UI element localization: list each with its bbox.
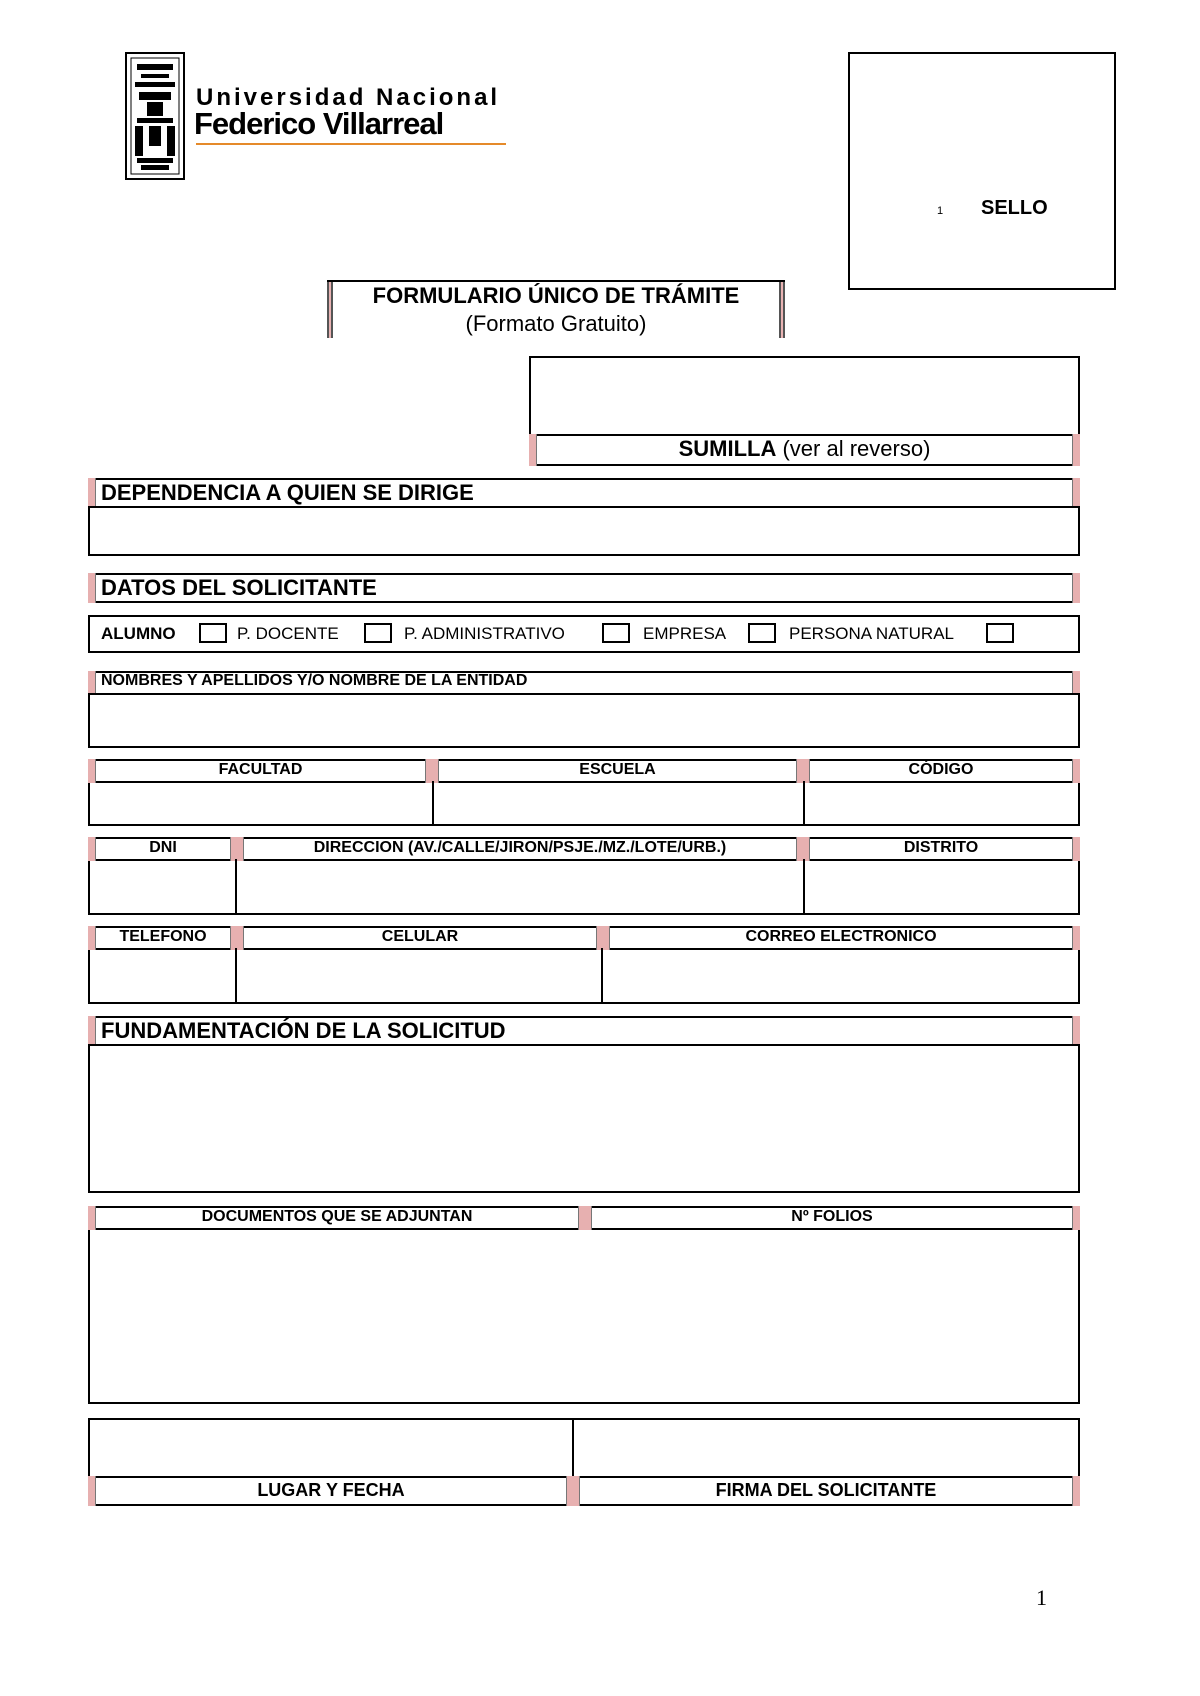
contacto-divider-1 <box>235 948 237 1004</box>
lugar-fecha-label: LUGAR Y FECHA <box>257 1480 405 1500</box>
folios-label: Nº FOLIOS <box>791 1208 873 1225</box>
logo-underline <box>196 143 506 145</box>
escuela-field[interactable] <box>434 783 802 824</box>
contacto-divider-2 <box>601 948 603 1004</box>
university-emblem-logo <box>125 52 185 180</box>
form-title: FORMULARIO ÚNICO DE TRÁMITE <box>372 283 740 308</box>
nombres-label: NOMBRES Y APELLIDOS Y/O NOMBRE DE LA ENTIDAD <box>101 672 528 689</box>
correo-label: CORREO ELECTRONICO <box>745 928 937 945</box>
domicilio-divider-1 <box>235 859 237 915</box>
form-subtitle: (Formato Gratuito) <box>465 311 647 336</box>
type-persona-natural-checkbox[interactable] <box>986 623 1014 643</box>
solicitante-label: DATOS DEL SOLICITANTE <box>101 575 377 600</box>
firma-solicitante-label: FIRMA DEL SOLICITANTE <box>715 1480 937 1500</box>
dependencia-label: DEPENDENCIA A QUIEN SE DIRIGE <box>101 480 474 505</box>
type-empresa-checkbox[interactable] <box>748 623 776 643</box>
escuela-label: ESCUELA <box>579 761 656 778</box>
stamp-box <box>848 52 1116 290</box>
codigo-label: CÓDIGO <box>908 761 974 778</box>
emblem-graphic <box>127 54 183 178</box>
telefono-field[interactable] <box>90 950 234 1002</box>
facultad-field[interactable] <box>90 783 431 824</box>
logo-text-line1: Universidad Nacional <box>196 84 501 111</box>
telefono-label: TELEFONO <box>119 928 207 945</box>
direccion-field[interactable] <box>238 861 802 913</box>
celular-label: CELULAR <box>381 928 459 945</box>
sumilla-label: SUMILLA (ver al reverso) <box>678 436 931 461</box>
correo-field[interactable] <box>604 950 1078 1002</box>
direccion-label: DIRECCION (AV./CALLE/JIRON/PSJE./MZ./LOTE/URB.) <box>313 839 727 856</box>
type-alumno-label: ALUMNO <box>101 624 176 643</box>
distrito-field[interactable] <box>805 861 1078 913</box>
stamp-label: SELLO <box>981 197 1048 219</box>
distrito-label: DISTRITO <box>903 839 979 856</box>
dni-field[interactable] <box>90 861 234 913</box>
type-docente-label: P. DOCENTE <box>237 624 339 643</box>
dni-label: DNI <box>149 839 177 856</box>
codigo-field[interactable] <box>805 783 1078 824</box>
nombres-field[interactable] <box>88 693 1080 748</box>
stamp-footnote-mark: 1 <box>937 205 944 217</box>
page-number: 1 <box>1036 1585 1047 1610</box>
type-persona-natural-label: PERSONA NATURAL <box>789 624 955 643</box>
type-empresa-label: EMPRESA <box>643 624 727 643</box>
fundamentacion-field[interactable] <box>88 1044 1080 1193</box>
type-docente-checkbox[interactable] <box>364 623 392 643</box>
fundamentacion-label: FUNDAMENTACIÓN DE LA SOLICITUD <box>101 1018 506 1043</box>
facultad-label: FACULTAD <box>218 761 303 778</box>
celular-field[interactable] <box>238 950 600 1002</box>
type-alumno-checkbox[interactable] <box>199 623 227 643</box>
type-administrativo-checkbox[interactable] <box>602 623 630 643</box>
type-administrativo-label: P. ADMINISTRATIVO <box>404 624 565 643</box>
dependencia-field[interactable] <box>88 506 1080 556</box>
documentos-field[interactable] <box>88 1206 1080 1404</box>
logo-text-line2: Federico Villarreal <box>194 106 444 141</box>
documentos-label: DOCUMENTOS QUE SE ADJUNTAN <box>201 1208 473 1225</box>
